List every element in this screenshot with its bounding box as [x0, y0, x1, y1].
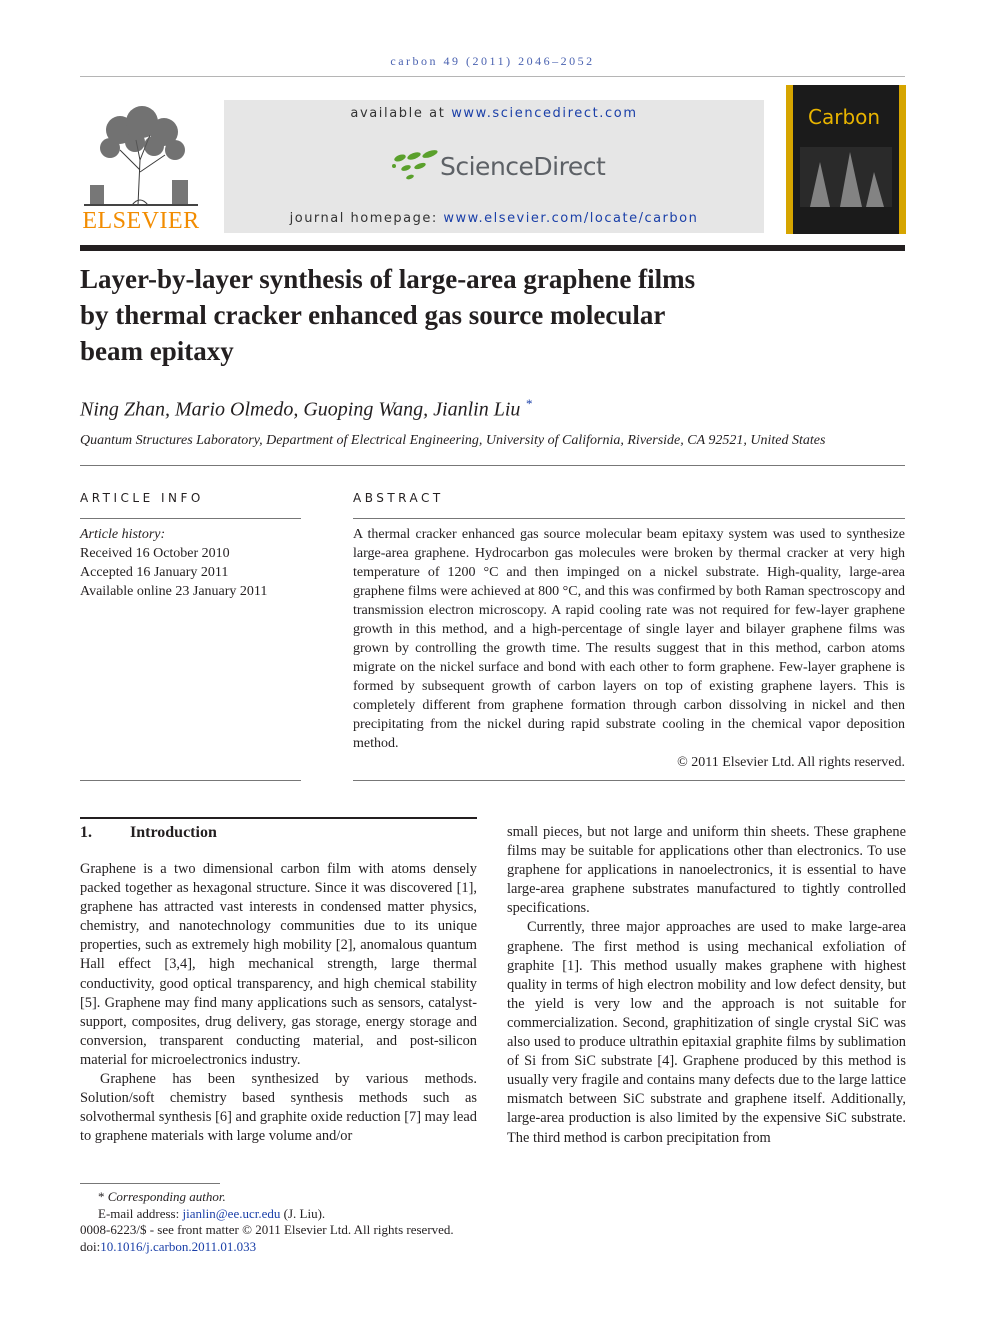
journal-cover-image: [786, 85, 906, 234]
running-header: carbon 49 (2011) 2046–2052: [390, 54, 595, 68]
email-suffix: (J. Liu).: [280, 1205, 326, 1221]
online-date: Available online 23 January 2011: [80, 584, 268, 599]
author-list: [80, 396, 532, 422]
body-paragraph: Graphene has been synthesized by various methods. Solution/soft chemistry based synthesis methods such as solvothermal synthesis [6] and graphite oxide reduction [7] may lead to graphene materials with large volume and/or: [80, 1071, 477, 1145]
title-line: by thermal cracker enhanced gas source molecular: [80, 300, 666, 330]
article-info-bottom-rule: [80, 780, 301, 781]
homepage-prefix: journal homepage:: [289, 211, 444, 226]
sciencedirect-wordmark: ScienceDirect: [440, 152, 606, 181]
cover-band-left: [786, 85, 793, 234]
masthead-rule: [80, 245, 905, 251]
cover-journal-title: Carbon: [808, 105, 881, 129]
title-line: Layer-by-layer synthesis of large-area graphene films: [80, 264, 696, 294]
accepted-date: Accepted 16 January 2011: [80, 565, 229, 580]
history-label: Article history:: [80, 527, 166, 542]
email-label: E-mail address:: [98, 1205, 183, 1221]
abstract-copyright: © 2011 Elsevier Ltd. All rights reserved.: [677, 755, 905, 770]
sciencedirect-link[interactable]: www.sciencedirect.com: [451, 106, 638, 121]
section-title: Introduction: [130, 824, 217, 841]
abstract-text: A thermal cracker enhanced gas source molecular beam epitaxy system was used to synthesize large-area graphene. Hydrocarbon gas molecules were broken by thermal cracker at very high temperature of 1200 °C and then impinged on a nickel substrate. High-quality, large-area graphene films were achieved at 800 °C, and this was confirmed by both Raman spectroscopy and transmission electron microscopy. A rapid cooling rate was not required for few-layer graphene growth in this method, and a high-percentage of single layer and bilayer graphene films was grown by controlling the growth time. The results suggest that in this method, carbon atoms migrate on the nickel surface and bond with each other to form graphene. Few-layer graphene is formed by subsequent growth of carbon layers on top of existing graphene layers. This is completely different from graphene formation through carbon dissolving in nickel and then precipitating from the nickel during rapid substrate cooling in the chemical vapor deposition method.: [353, 527, 905, 751]
corresponding-label: Corresponding author.: [107, 1189, 226, 1204]
elsevier-wordmark: ELSEVIER: [82, 208, 200, 234]
affiliation-rule: [80, 465, 905, 466]
corresponding-author-mark[interactable]: *: [525, 396, 532, 411]
footnote-rule: [80, 1183, 220, 1184]
article-title: [80, 261, 840, 369]
doi-prefix: doi:: [80, 1238, 101, 1254]
journal-homepage-link[interactable]: www.elsevier.com/locate/carbon: [443, 211, 699, 226]
abstract-heading: ABSTRACT: [353, 491, 444, 505]
section-number: 1.: [80, 824, 92, 841]
available-at-line: [224, 106, 764, 121]
header-rule: [80, 76, 905, 77]
body-column-right: [507, 823, 906, 1148]
email-link[interactable]: jianlin@ee.ucr.edu: [182, 1205, 281, 1221]
body-column-left: [80, 860, 477, 1146]
title-line: beam epitaxy: [80, 336, 234, 366]
section-heading: [80, 824, 217, 842]
footnotes: [80, 1189, 580, 1255]
article-info-heading: ARTICLE INFO: [80, 491, 204, 505]
available-prefix: available at: [350, 106, 452, 121]
received-date: Received 16 October 2010: [80, 546, 230, 561]
article-info-rule: [80, 518, 301, 519]
body-paragraph: small pieces, but not large and uniform thin sheets. These graphene films may be suitable for applications other than electronics. To use graphene for applications in nanoelectronics, it is essential to have large-area graphene substrates manufactured to tightly controlled specifications.: [507, 824, 906, 917]
abstract-rule: [353, 518, 905, 519]
article-history: [80, 525, 300, 601]
corresponding-author-note: [80, 1189, 580, 1206]
body-paragraph: Currently, three major approaches are used to make large-area graphene. The first method is using mechanical exfoliation of graphite [1]. This method usually makes graphene with highest quality in terms of high electron mobility and low defect density, but the yield is very low and the approach is not suitable for commercialization. Second, graphitization of single crystal SiC was also used to produce ultrathin epitaxial graphite films by sublimation of Si from SiC substrate [4]. Graphene produced by this method is usually very fragile and contains many defects due to the large lattice mismatch between SiC substrate and graphene itself. Additionally, large-area production is also limited by the expensive SiC substrate. The third method is carbon precipitation from: [507, 919, 906, 1146]
sciencedirect-leaf-icon: [390, 148, 442, 182]
section-rule: [80, 817, 477, 819]
cover-band-right: [899, 85, 906, 234]
abstract-bottom-rule: [353, 780, 905, 781]
doi-line: [80, 1239, 580, 1256]
affiliation: Quantum Structures Laboratory, Department of Electrical Engineering, University of California, Riverside, CA 92521, United States: [80, 433, 826, 448]
author-names: Ning Zhan, Mario Olmedo, Guoping Wang, Jianlin Liu: [80, 398, 521, 421]
doi-link[interactable]: 10.1016/j.carbon.2011.01.033: [100, 1238, 257, 1254]
cover-micrograph-graphic: [800, 147, 892, 207]
issn-line: 0008-6223/$ - see front matter © 2011 Elsevier Ltd. All rights reserved.: [80, 1222, 454, 1237]
body-paragraph: Graphene is a two dimensional carbon film with atoms densely packed together as hexagonal structure. Since it was discovered [1], graphene has attracted vast interests in condensed matter physics, chemistry, and nanotechnology communities due to its unique properties, such as extremely high mobility [2], anomalous quantum Hall effect [3,4], high mechanical strength, large thermal conductivity, good optical transparency, and high chemical stability [5]. Graphene may find many applications such as sensors, catalyst-support, composites, drug delivery, gas storage, energy storage and conversion, transparent conducting material, and post-silicon material for microelectronics industry.: [80, 861, 477, 1068]
footnote-mark: *: [98, 1189, 105, 1204]
journal-homepage-line: [224, 211, 764, 226]
email-line: [80, 1206, 580, 1223]
